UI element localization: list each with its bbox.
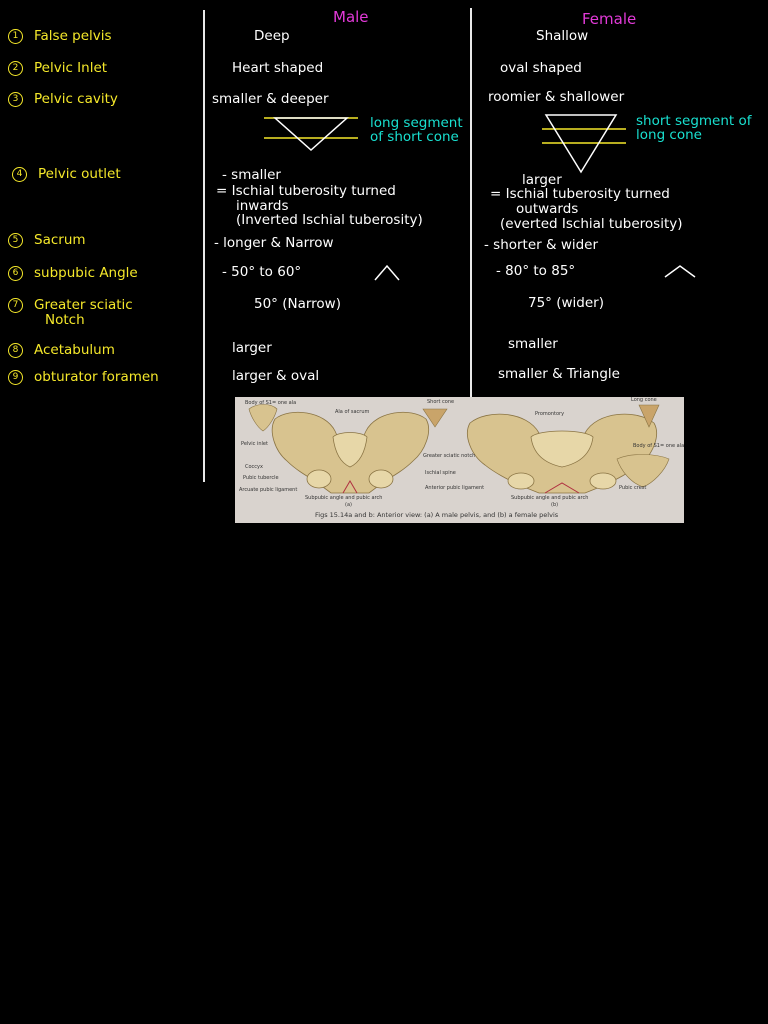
fig-label-subpubic-b: Subpubic angle and pubic arch [511, 495, 589, 501]
label-row-5 [8, 232, 86, 248]
label-row-7-line-2: Notch [45, 312, 85, 328]
row-label: Pelvic outlet [38, 166, 121, 182]
pelvis-illustration [235, 397, 684, 523]
fig-label-anterior-pubic-ligament: Anterior pubic ligament [425, 485, 485, 491]
male-cone-diagram [262, 110, 362, 154]
female-outlet-line-1: larger [522, 172, 562, 188]
male-angle-glyph [372, 262, 402, 282]
header-female: Female [582, 10, 637, 28]
female-sciatic-notch: 75° (wider) [528, 295, 604, 311]
male-pelvic-inlet: Heart shaped [232, 60, 324, 76]
female-obturator-foramen: smaller & Triangle [498, 366, 620, 382]
female-outlet-line-4: (everted Ischial tuberosity) [500, 216, 683, 232]
fig-label-ala-sacrum: Ala of sacrum [335, 409, 370, 415]
row-label: Acetabulum [34, 342, 115, 358]
female-cone-note: short segment of long cone [636, 113, 752, 143]
female-sacrum: - shorter & wider [484, 237, 599, 253]
fig-label-arcuate-ligament: Arcuate pubic ligament [239, 487, 298, 493]
female-outlet-line-2: = Ischial tuberosity turned [490, 186, 670, 202]
male-false-pelvis: Deep [254, 28, 290, 44]
header-male: Male [333, 8, 369, 26]
label-row-1 [8, 28, 112, 44]
female-pelvis-drawing [467, 414, 656, 493]
female-pelvic-cavity: roomier & shallower [488, 89, 625, 105]
fig-label-pubic-crest: Pubic crest [619, 485, 647, 491]
row-number: 5 [8, 233, 23, 248]
female-subpubic-angle: - 80° to 85° [496, 263, 576, 279]
male-pelvic-cavity: smaller & deeper [212, 91, 329, 107]
row-number: 3 [8, 92, 23, 107]
row-number: 9 [8, 370, 23, 385]
row-number: 2 [8, 61, 23, 76]
label-row-2 [8, 60, 107, 76]
female-pelvic-inlet: oval shaped [500, 60, 582, 76]
male-subpubic-angle: - 50° to 60° [222, 264, 302, 280]
row-label: Greater sciatic [34, 297, 133, 313]
fig-label-greater-sciatic-notch: Greater sciatic notch [423, 453, 476, 459]
figure-caption: Figs 15.14a and b: Anterior view: (a) A male pelvis, and (b) a female pelvis [315, 511, 559, 519]
fig-label-pelvic-inlet: Pelvic inlet [241, 441, 268, 447]
fig-label-coccyx: Coccyx [245, 464, 263, 470]
male-outlet-line-2: = Ischial tuberosity turned [216, 183, 396, 199]
row-label: obturator foramen [34, 369, 159, 385]
female-false-pelvis: Shallow [536, 28, 589, 44]
female-outlet-line-3: outwards [516, 201, 579, 217]
male-outlet-line-1: - smaller [222, 167, 281, 183]
label-row-4 [12, 166, 121, 182]
male-outlet-line-3: inwards [236, 198, 289, 214]
fig-label-promontory: Promontory [535, 411, 565, 417]
fig-label-long-cone: Long cone [631, 397, 657, 403]
female-inset-sacrum [617, 455, 669, 488]
row-number: 4 [12, 167, 27, 182]
male-outlet-line-4: (Inverted Ischial tuberosity) [236, 212, 423, 228]
pelvis-figure [235, 397, 684, 523]
fig-label-panel-a: (a) [345, 502, 352, 508]
fig-label-subpubic-a: Subpubic angle and pubic arch [305, 495, 383, 501]
label-row-9 [8, 369, 159, 385]
row-label: Sacrum [34, 232, 86, 248]
row-label: Pelvic cavity [34, 91, 118, 107]
female-angle-glyph [662, 262, 698, 280]
fig-label-pubic-tubercle: Pubic tubercle [243, 475, 279, 481]
label-row-7 [8, 297, 133, 313]
column-divider-left [203, 10, 205, 482]
male-sciatic-notch: 50° (Narrow) [254, 296, 341, 312]
row-number: 1 [8, 29, 23, 44]
male-acetabulum: larger [232, 340, 272, 356]
fig-label-short-cone: Short cone [427, 399, 455, 405]
male-cone-note: long segment of short cone [370, 115, 463, 145]
label-row-8 [8, 342, 115, 358]
row-number: 8 [8, 343, 23, 358]
fig-label-panel-b: (b) [551, 502, 559, 508]
male-sacrum: - longer & Narrow [214, 235, 334, 251]
row-label: False pelvis [34, 28, 112, 44]
row-number: 6 [8, 266, 23, 281]
row-label: subpubic Angle [34, 265, 138, 281]
female-cone-diagram [540, 112, 630, 176]
female-acetabulum: smaller [508, 336, 558, 352]
label-row-6 [8, 265, 138, 281]
label-row-3 [8, 91, 118, 107]
row-label: Pelvic Inlet [34, 60, 108, 76]
row-number: 7 [8, 298, 23, 313]
fig-label-ischial-spine: Ischial spine [425, 470, 456, 476]
fig-label-body-s1-right: Body of S1= one ala [633, 443, 685, 449]
male-obturator-foramen: larger & oval [232, 368, 320, 384]
fig-label-body-s1-left: Body of S1= one ala [245, 400, 297, 406]
